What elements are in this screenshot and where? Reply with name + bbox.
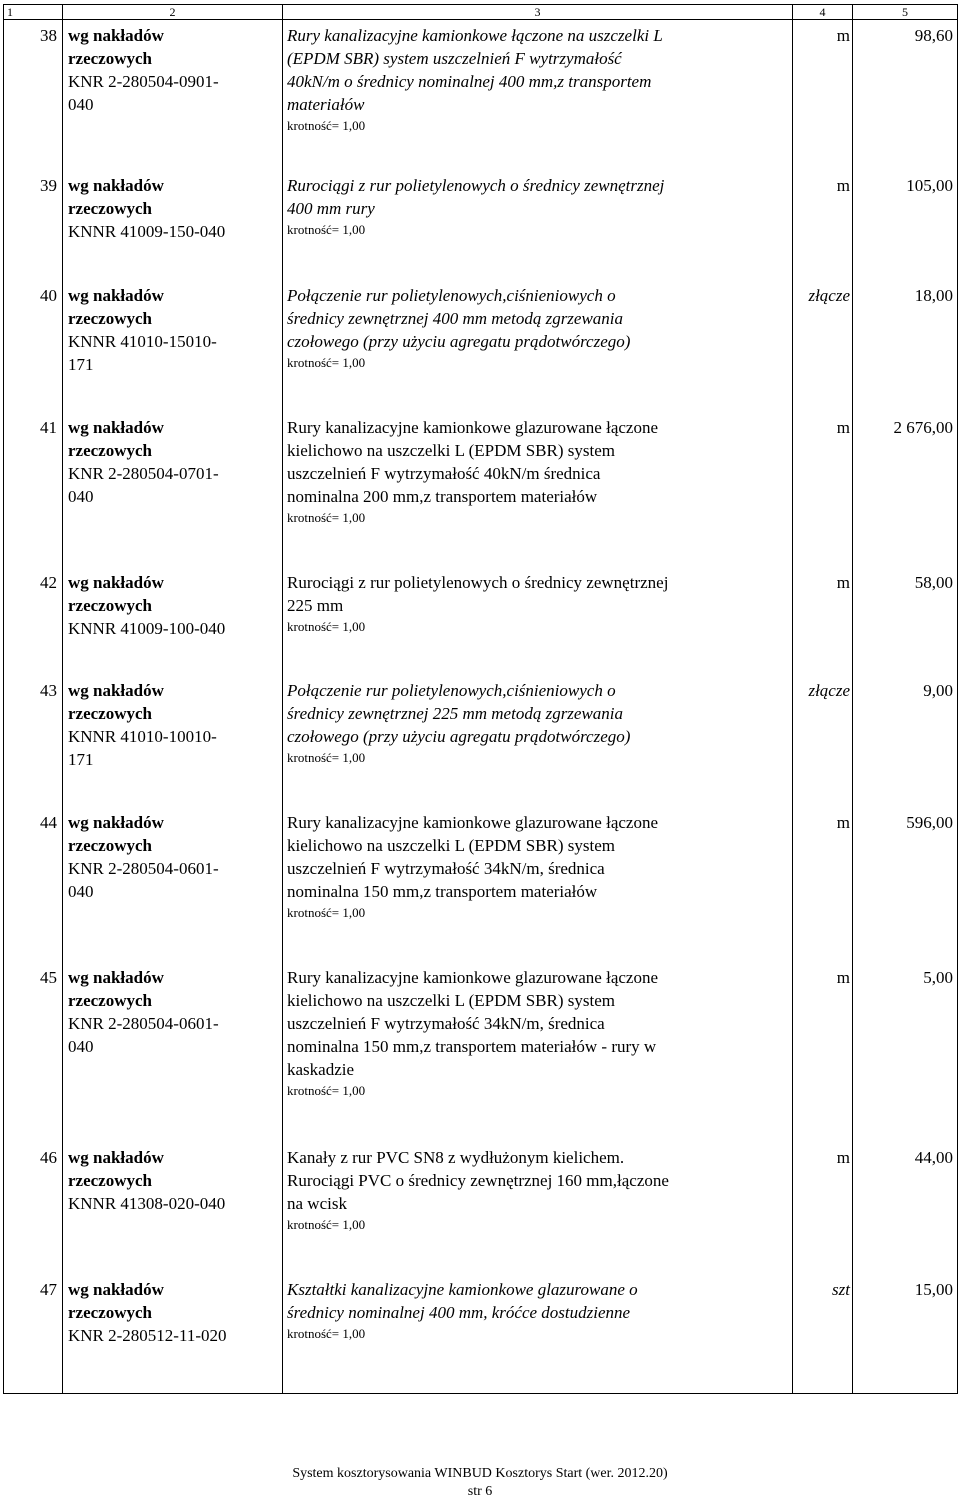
item-description: Rury kanalizacyjne kamionkowe glazurowane łączone kielichowo na uszczelki L (EPDM SBR) system uszczelnień F wytrzymałość 40kN/m średnica nominalna 200 mm,z transportem materiałów: [287, 417, 659, 506]
item-number: 38: [40, 26, 57, 45]
quantity-cell: [853, 567, 958, 675]
unit-cell: [793, 20, 853, 170]
item-description: Kształtki kanalizacyjne kamionkowe glazurowane o średnicy nominalnej 400 mm, króćce dostudzienne: [287, 1279, 638, 1322]
quantity-cell: [853, 675, 958, 807]
unit-cell: [793, 807, 853, 962]
multiplier: krotność= 1,00: [287, 509, 366, 525]
unit: złącze: [808, 680, 850, 700]
lp-cell: [4, 962, 63, 1142]
quantity: 44,00: [914, 1147, 953, 1167]
unit: m: [836, 967, 850, 987]
unit: m: [836, 572, 850, 592]
footer-system-name: System kosztorysowania WINBUD Kosztorys Start (wer. 2012.20): [292, 1466, 668, 1481]
multiplier: krotność= 1,00: [287, 1325, 366, 1341]
lp-cell: [4, 170, 63, 280]
header-col-1: 1: [4, 5, 63, 20]
description-cell: [283, 962, 793, 1142]
lp-cell: [4, 675, 63, 807]
unit-cell: [793, 962, 853, 1142]
basis-line-2: rzeczowych: [68, 595, 153, 615]
item-description: Połączenie rur polietylenowych,ciśnieniowych o średnicy zewnętrznej 225 mm metodą zgrzewania czołowego (przy użyciu agregatu prądotwórczego): [287, 680, 631, 746]
basis-cell: [63, 412, 283, 567]
unit: m: [836, 175, 850, 195]
description-cell: [283, 280, 793, 412]
basis-line-1: wg nakładów: [68, 417, 164, 437]
unit-cell: [793, 170, 853, 280]
table-row: [4, 170, 958, 280]
header-col-2: 2: [63, 5, 283, 20]
basis-line-1: wg nakładów: [68, 572, 164, 592]
basis-line-1: wg nakładów: [68, 175, 164, 195]
quantity: 596,00: [906, 812, 953, 832]
basis-line-1: wg nakładów: [68, 1147, 164, 1167]
cost-estimate-table: [3, 4, 958, 1394]
unit-cell: [793, 280, 853, 412]
basis-line-2: rzeczowych: [68, 440, 153, 460]
lp-cell: [4, 412, 63, 567]
basis-code: KNR 2-280504-0601- 040: [68, 858, 219, 901]
quantity-cell: [853, 170, 958, 280]
table-row: [4, 20, 958, 170]
item-number: 39: [40, 175, 57, 195]
quantity-cell: [853, 20, 958, 170]
basis-line-2: rzeczowych: [68, 835, 153, 855]
item-description: Rury kanalizacyjne kamionkowe glazurowane łączone kielichowo na uszczelki L (EPDM SBR) system uszczelnień F wytrzymałość 34kN/m, średnica nominalna 150 mm,z transportem materiałów: [287, 812, 659, 901]
item-description: Rury kanalizacyjne kamionkowe glazurowane łączone kielichowo na uszczelki L (EPDM SBR) system uszczelnień F wytrzymałość 34kN/m, średnica nominalna 150 mm,z transportem materiałów - rury w kaskadzie: [287, 967, 659, 1079]
multiplier: krotność= 1,00: [287, 221, 366, 237]
basis-cell: [63, 675, 283, 807]
multiplier: krotność= 1,00: [287, 1082, 366, 1098]
table-row: [4, 412, 958, 567]
description-cell: [283, 170, 793, 280]
basis-line-2: rzeczowych: [68, 49, 153, 68]
item-number: 41: [40, 417, 57, 437]
basis-cell: [63, 280, 283, 412]
description-cell: [283, 412, 793, 567]
quantity-cell: [853, 962, 958, 1142]
quantity: 2 676,00: [893, 417, 953, 437]
item-description: Połączenie rur polietylenowych,ciśnieniowych o średnicy zewnętrznej 400 mm metodą zgrzewania czołowego (przy użyciu agregatu prądotwórczego): [287, 285, 631, 351]
table-row: [4, 1142, 958, 1274]
quantity: 18,00: [914, 285, 953, 305]
quantity-cell: [853, 412, 958, 567]
multiplier: krotność= 1,00: [287, 118, 366, 133]
item-description: Rurociągi z rur polietylenowych o średnicy zewnętrznej 225 mm: [287, 572, 669, 615]
footer-page-number: str 6: [467, 1484, 493, 1499]
item-description: Rurociągi z rur polietylenowych o średnicy zewnętrznej 400 mm rury: [287, 175, 665, 218]
unit-cell: [793, 675, 853, 807]
lp-cell: [4, 807, 63, 962]
unit: szt: [832, 1279, 850, 1299]
unit-cell: [793, 567, 853, 675]
description-cell: [283, 1274, 793, 1394]
quantity: 105,00: [906, 175, 953, 195]
basis-line-1: wg nakładów: [68, 680, 164, 700]
item-description: Rury kanalizacyjne kamionkowe łączone na uszczelki L (EPDM SBR) system uszczelnień F wytrzymałość 40kN/m o średnicy nominalnej 400 mm,z transportem materiałów: [287, 26, 663, 114]
unit-cell: [793, 412, 853, 567]
basis-code: KNR 2-280512-11-020: [68, 1325, 227, 1345]
basis-cell: [63, 807, 283, 962]
quantity-cell: [853, 280, 958, 412]
item-number: 40: [40, 285, 57, 305]
page-footer: [0, 1465, 960, 1501]
item-number: 47: [40, 1279, 57, 1299]
basis-line-1: wg nakładów: [68, 812, 164, 832]
unit-cell: [793, 1142, 853, 1274]
unit: m: [836, 1147, 850, 1167]
table-row: [4, 962, 958, 1142]
lp-cell: [4, 20, 63, 170]
quantity-cell: [853, 1142, 958, 1274]
item-number: 43: [40, 680, 57, 700]
item-number: 42: [40, 572, 57, 592]
lp-cell: [4, 1274, 63, 1394]
basis-line-1: wg nakładów: [68, 285, 164, 305]
table-row: [4, 675, 958, 807]
lp-cell: [4, 1142, 63, 1274]
multiplier: krotność= 1,00: [287, 904, 366, 920]
basis-line-2: rzeczowych: [68, 1302, 153, 1322]
multiplier: krotność= 1,00: [287, 618, 366, 634]
quantity: 58,00: [914, 572, 953, 592]
table-row: [4, 567, 958, 675]
basis-cell: [63, 962, 283, 1142]
unit: m: [836, 417, 850, 437]
basis-line-2: rzeczowych: [68, 198, 153, 218]
quantity: 5,00: [923, 967, 953, 987]
item-number: 44: [40, 812, 57, 832]
item-number: 46: [40, 1147, 57, 1167]
multiplier: krotność= 1,00: [287, 1216, 366, 1232]
basis-cell: [63, 170, 283, 280]
basis-code: KNNR 41308-020-040: [68, 1193, 226, 1213]
quantity-cell: [853, 807, 958, 962]
basis-line-1: wg nakładów: [68, 26, 164, 45]
basis-code: KNNR 41010-15010- 171: [68, 331, 217, 374]
description-cell: [283, 1142, 793, 1274]
basis-cell: [63, 1274, 283, 1394]
header-col-3: 3: [283, 5, 793, 20]
basis-code: KNR 2-280504-0701- 040: [68, 463, 219, 506]
basis-code: KNR 2-280504-0901- 040: [68, 72, 219, 114]
multiplier: krotność= 1,00: [287, 749, 366, 765]
table-row: [4, 1274, 958, 1394]
header-col-5: 5: [853, 5, 958, 20]
basis-line-2: rzeczowych: [68, 1170, 153, 1190]
basis-cell: [63, 1142, 283, 1274]
lp-cell: [4, 567, 63, 675]
basis-code: KNNR 41009-150-040: [68, 221, 226, 241]
item-description: Kanały z rur PVC SN8 z wydłużonym kielichem. Rurociągi PVC o średnicy zewnętrznej 160 mm,łączone na wcisk: [287, 1147, 669, 1213]
item-number: 45: [40, 967, 57, 987]
quantity: 9,00: [923, 680, 953, 700]
unit: m: [836, 26, 850, 45]
table-row: [4, 280, 958, 412]
description-cell: [283, 675, 793, 807]
description-cell: [283, 567, 793, 675]
basis-line-2: rzeczowych: [68, 990, 153, 1010]
multiplier: krotność= 1,00: [287, 354, 366, 370]
quantity: 98,60: [914, 26, 953, 45]
quantity: 15,00: [914, 1279, 953, 1299]
basis-code: KNNR 41010-10010- 171: [68, 726, 217, 769]
header-col-4: 4: [793, 5, 853, 20]
basis-line-2: rzeczowych: [68, 703, 153, 723]
table-row: [4, 807, 958, 962]
column-number-header: [4, 5, 958, 20]
description-cell: [283, 807, 793, 962]
basis-line-2: rzeczowych: [68, 308, 153, 328]
basis-line-1: wg nakładów: [68, 967, 164, 987]
unit: złącze: [808, 285, 850, 305]
quantity-cell: [853, 1274, 958, 1394]
basis-cell: [63, 20, 283, 170]
unit-cell: [793, 1274, 853, 1394]
basis-code: KNNR 41009-100-040: [68, 618, 226, 638]
basis-cell: [63, 567, 283, 675]
unit: m: [836, 812, 850, 832]
lp-cell: [4, 280, 63, 412]
description-cell: [283, 20, 793, 170]
basis-line-1: wg nakładów: [68, 1279, 164, 1299]
basis-code: KNR 2-280504-0601- 040: [68, 1013, 219, 1056]
